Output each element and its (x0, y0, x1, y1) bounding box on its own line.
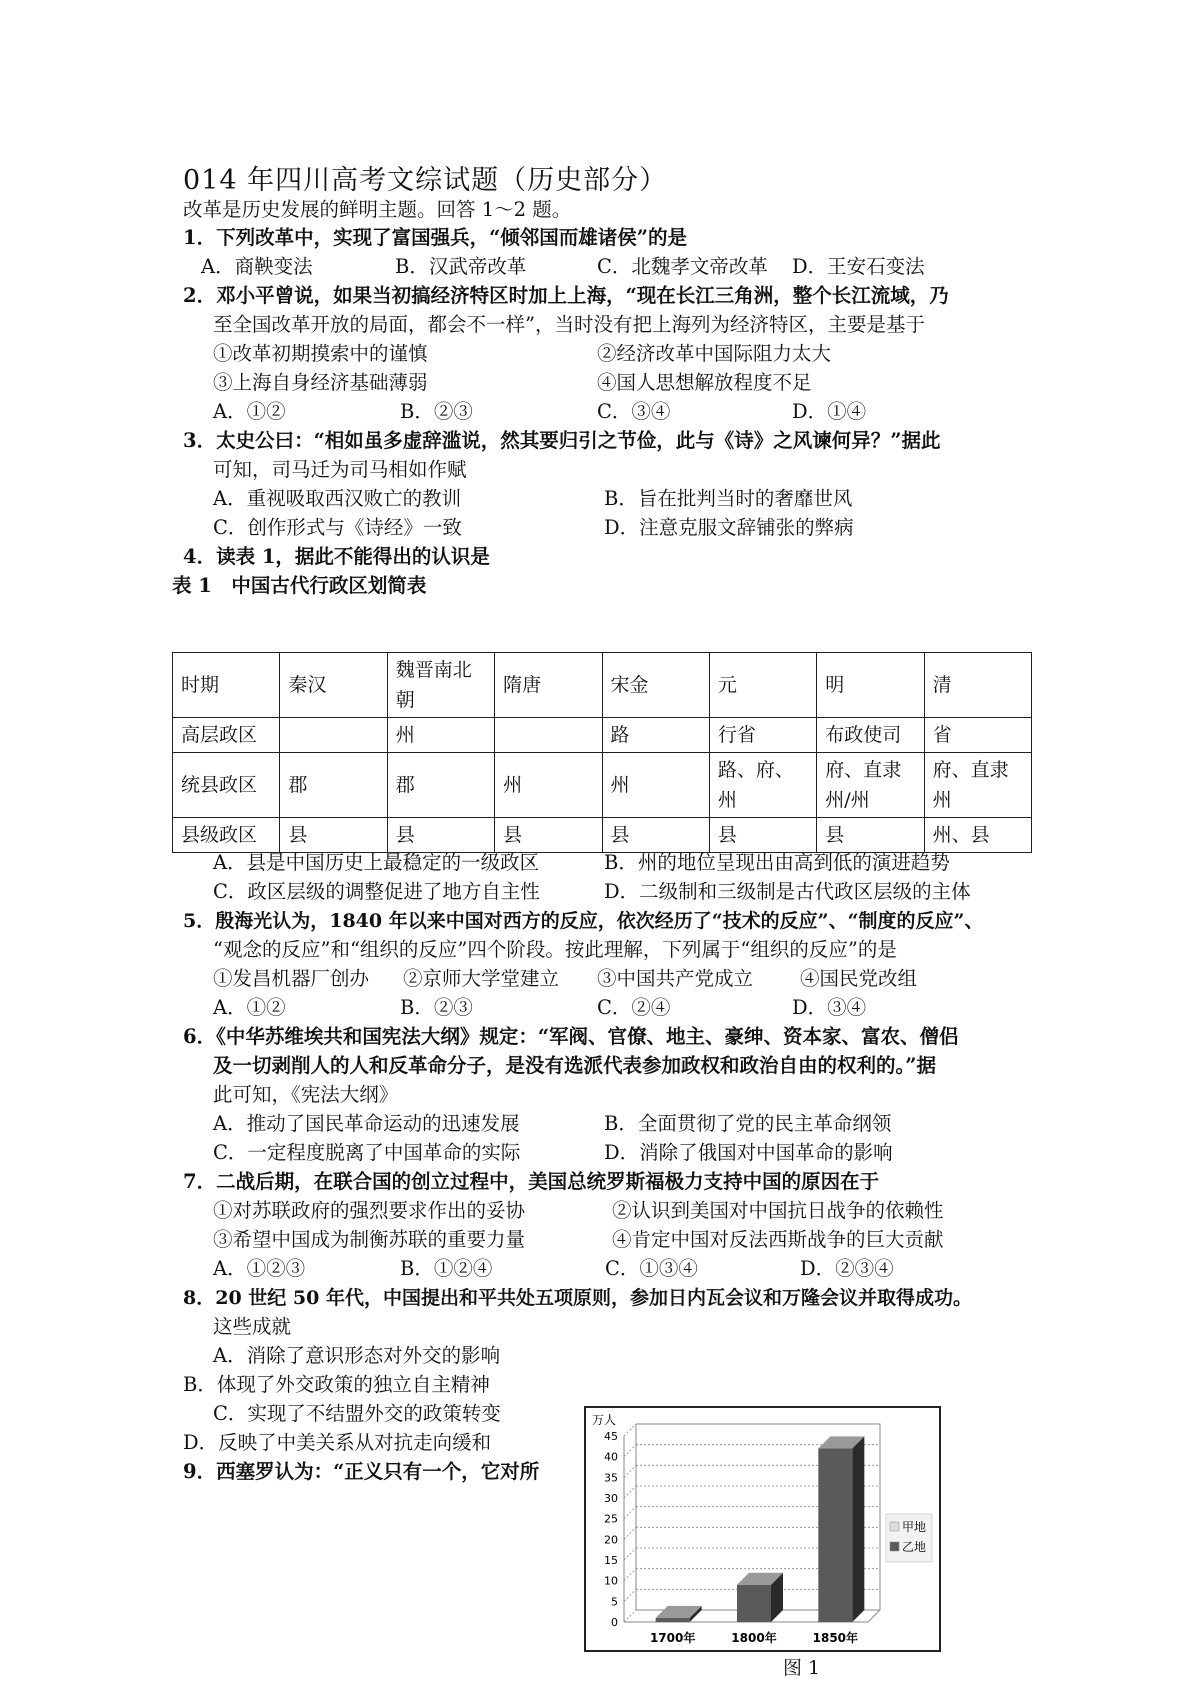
table-cell: 宋金 (602, 653, 709, 718)
y-tick-label: 10 (604, 1574, 618, 1588)
q1-option-b: B．汉武帝改革 (395, 255, 527, 278)
table-cell (495, 718, 602, 753)
grid-line-diagonal (624, 1465, 636, 1477)
table-cell: 清 (924, 653, 1031, 718)
table-row (173, 753, 1032, 818)
q2-item-2: ②经济改革中国际阻力太大 (597, 342, 832, 365)
bar-side-1850年 (852, 1436, 864, 1622)
table-cell: 县 (495, 818, 602, 853)
q7-option-b: B．①②④ (400, 1257, 493, 1280)
y-tick-label: 45 (604, 1430, 618, 1443)
q2-option-d: D．①④ (792, 400, 867, 423)
q1-option-a: A．商鞅变法 (201, 255, 313, 278)
table-cell: 郡 (280, 753, 387, 818)
page-title: 014 年四川高考文综试题（历史部分） (183, 165, 668, 196)
table-cell: 省 (924, 718, 1031, 753)
q4-option-a: A．县是中国历史上最稳定的一级政区 (213, 851, 540, 874)
y-tick-label: 40 (604, 1450, 618, 1464)
y-tick-label: 15 (604, 1554, 618, 1567)
q3-option-a: A．重视吸取西汉败亡的教训 (213, 487, 462, 510)
q2-item-1: ①改革初期摸索中的谨慎 (213, 342, 428, 365)
table-title: 表 1 中国古代行政区划简表 (172, 574, 427, 597)
table-cell: 县 (817, 818, 924, 853)
q2-item-3: ③上海自身经济基础薄弱 (213, 371, 428, 394)
bars (656, 1436, 865, 1622)
bar-1850年 (818, 1448, 852, 1622)
q5-stem-2: “观念的反应”和“组织的反应”四个阶段。按此理解，下列属于“组织的反应”的是 (213, 938, 897, 961)
table-cell: 州 (495, 753, 602, 818)
q7-stem: 7．二战后期，在联合国的创立过程中，美国总统罗斯福极力支持中国的原因在于 (183, 1170, 880, 1193)
q5-item-3: ③中国共产党成立 (597, 967, 754, 990)
legend-swatch (890, 1542, 899, 1551)
y-tick-label: 35 (604, 1471, 618, 1485)
table-cell: 府、直隶州/州 (817, 753, 924, 818)
q5-item-2: ②京师大学堂建立 (403, 967, 560, 990)
q4-option-d: D．二级制和三级制是古代政区层级的主体 (604, 880, 971, 903)
q2-option-c: C．③④ (597, 400, 671, 423)
q8-option-a: A．消除了意识形态对外交的影响 (213, 1344, 501, 1367)
q6-stem-2: 及一切剥削人的人和反革命分子，是没有选派代表参加政权和政治自由的权利的。”据 (213, 1054, 936, 1077)
q6-option-d: D．消除了俄国对中国革命的影响 (604, 1141, 893, 1164)
table-cell: 高层政区 (173, 718, 280, 753)
table-cell: 县 (387, 818, 494, 853)
q6-option-b: B．全面贯彻了党的民主革命纲领 (604, 1112, 892, 1135)
grid-line-diagonal (624, 1486, 636, 1498)
grid-line-diagonal (624, 1445, 636, 1457)
q5-option-c: C．②④ (597, 996, 671, 1019)
bar-1800年 (737, 1585, 771, 1622)
legend (886, 1514, 932, 1562)
grid-line-diagonal (624, 1527, 636, 1539)
q5-item-4: ④国民党改组 (800, 967, 918, 990)
grid-line-diagonal (624, 1548, 636, 1560)
bar-chart-svg (586, 1408, 939, 1650)
table-cell: 州 (387, 718, 494, 753)
table-cell: 统县政区 (173, 753, 280, 818)
table-cell: 布政使司 (817, 718, 924, 753)
q5-stem-1: 5．殷海光认为，1840 年以来中国对西方的反应，依次经历了“技术的反应”、“制度的反应”、 (183, 910, 984, 932)
y-tick-labels (604, 1430, 618, 1629)
y-tick-label: 0 (611, 1616, 618, 1629)
q7-item-2: ②认识到美国对中国抗日战争的依赖性 (612, 1199, 944, 1222)
q6-stem-3: 此可知，《宪法大纲》 (213, 1083, 399, 1106)
table-cell: 县 (709, 818, 816, 853)
legend-swatch (890, 1522, 899, 1531)
grid-line-diagonal (624, 1424, 636, 1436)
x-tick-labels (650, 1630, 858, 1645)
grid-line-diagonal (624, 1507, 636, 1519)
table-row (173, 818, 1032, 853)
table-cell: 县 (280, 818, 387, 853)
q4-option-c: C．政区层级的调整促进了地方自主性 (213, 880, 540, 903)
q4-option-b: B．州的地位呈现出由高到低的演进趋势 (604, 851, 950, 874)
y-tick-label: 20 (604, 1533, 618, 1547)
q3-stem-1: 3．太史公曰：“相如虽多虚辞滥说，然其要归引之节俭，此与《诗》之风谏何异？”据此 (183, 429, 941, 452)
x-tick-label: 1800年 (731, 1631, 777, 1645)
table-cell: 县 (602, 818, 709, 853)
q5-option-a: A．①② (213, 996, 286, 1019)
q7-option-d: D．②③④ (800, 1257, 894, 1280)
q2-option-b: B．②③ (400, 400, 473, 423)
q5-option-b: B．②③ (400, 996, 473, 1019)
table-cell: 州 (602, 753, 709, 818)
y-tick-label: 25 (604, 1512, 618, 1526)
table-cell: 明 (817, 653, 924, 718)
table-row (173, 718, 1032, 753)
q3-option-b: B．旨在批判当时的奢靡世风 (604, 487, 853, 510)
section-intro: 改革是历史发展的鲜明主题。回答 1～2 题。 (183, 198, 572, 221)
q8-stem-1: 8．20 世纪 50 年代，中国提出和平共处五项原则，参加日内瓦会议和万隆会议并取得成功。 (183, 1287, 972, 1309)
q9-stem: 9．西塞罗认为：“正义只有一个，它对所 (183, 1460, 540, 1483)
y-tick-label: 5 (611, 1595, 618, 1609)
legend-label: 甲地 (902, 1520, 927, 1534)
y-tick-label: 30 (604, 1492, 618, 1505)
table-cell: 府、直隶州 (924, 753, 1031, 818)
q1-option-d: D．王安石变法 (792, 255, 925, 278)
q3-option-c: C．创作形式与《诗经》一致 (213, 516, 462, 539)
legend-label: 乙地 (902, 1540, 927, 1554)
q8-option-b: B．体现了外交政策的独立自主精神 (183, 1373, 490, 1396)
q5-item-1: ①发昌机器厂创办 (213, 967, 370, 990)
table-cell: 隋唐 (495, 653, 602, 718)
q5-option-d: D．③④ (792, 996, 867, 1019)
admin-division-table (172, 652, 1032, 853)
table-cell: 郡 (387, 753, 494, 818)
grid-line-diagonal (624, 1589, 636, 1601)
q8-stem-2: 这些成就 (213, 1315, 292, 1338)
q2-stem-1: 2．邓小平曾说，如果当初搞经济特区时加上上海，“现在长江三角洲，整个长江流域，乃 (183, 284, 949, 307)
table-cell: 元 (709, 653, 816, 718)
q1-option-c: C．北魏孝文帝改革 (597, 255, 768, 278)
q7-item-1: ①对苏联政府的强烈要求作出的妥协 (213, 1199, 526, 1222)
table-cell: 时期 (173, 653, 280, 718)
floor-edge (868, 1610, 880, 1622)
q8-option-d: D．反映了中美关系从对抗走向缓和 (183, 1431, 492, 1454)
x-tick-label: 1700年 (649, 1631, 696, 1645)
q8-option-c: C．实现了不结盟外交的政策转变 (213, 1402, 501, 1425)
table-cell (280, 718, 387, 753)
y-axis-label: 万人 (592, 1413, 617, 1427)
table-cell: 秦汉 (280, 653, 387, 718)
q7-option-c: C．①③④ (605, 1257, 698, 1280)
q7-item-3: ③希望中国成为制衡苏联的重要力量 (213, 1228, 526, 1251)
q1-stem: 1．下列改革中，实现了富国强兵，“倾邻国而雄诸侯”的是 (183, 226, 688, 249)
grid-line-diagonal (624, 1610, 636, 1622)
table-cell: 魏晋南北朝 (387, 653, 494, 718)
q6-option-a: A．推动了国民革命运动的迅速发展 (213, 1112, 520, 1135)
table-cell: 县级政区 (173, 818, 280, 853)
q4-stem: 4．读表 1，据此不能得出的认识是 (183, 545, 490, 568)
table-cell: 路 (602, 718, 709, 753)
q6-option-c: C．一定程度脱离了中国革命的实际 (213, 1141, 521, 1164)
q3-option-d: D．注意克服文辞铺张的弊病 (604, 516, 854, 539)
x-tick-label: 1850年 (812, 1631, 859, 1645)
q7-option-a: A．①②③ (213, 1257, 306, 1280)
bar-1700年 (656, 1618, 690, 1622)
q2-item-4: ④国人思想解放程度不足 (597, 371, 812, 394)
table-cell: 州、县 (924, 818, 1031, 853)
q7-item-4: ④肯定中国对反法西斯战争的巨大贡献 (612, 1228, 944, 1251)
grid-line-diagonal (624, 1569, 636, 1581)
figure-1-chart (584, 1406, 941, 1652)
table-cell: 路、府、州 (709, 753, 816, 818)
q2-option-a: A．①② (213, 400, 286, 423)
q3-stem-2: 可知，司马迁为司马相如作赋 (213, 458, 467, 481)
table-cell: 行省 (709, 718, 816, 753)
q2-stem-2: 至全国改革开放的局面，都会不一样”，当时没有把上海列为经济特区，主要是基于 (213, 313, 925, 336)
table-row (173, 653, 1032, 718)
q6-stem-1: 6．《中华苏维埃共和国宪法大纲》规定：“军阀、官僚、地主、豪绅、资本家、富农、僧侣 (183, 1025, 959, 1048)
figure-caption: 图 1 (783, 1657, 821, 1679)
